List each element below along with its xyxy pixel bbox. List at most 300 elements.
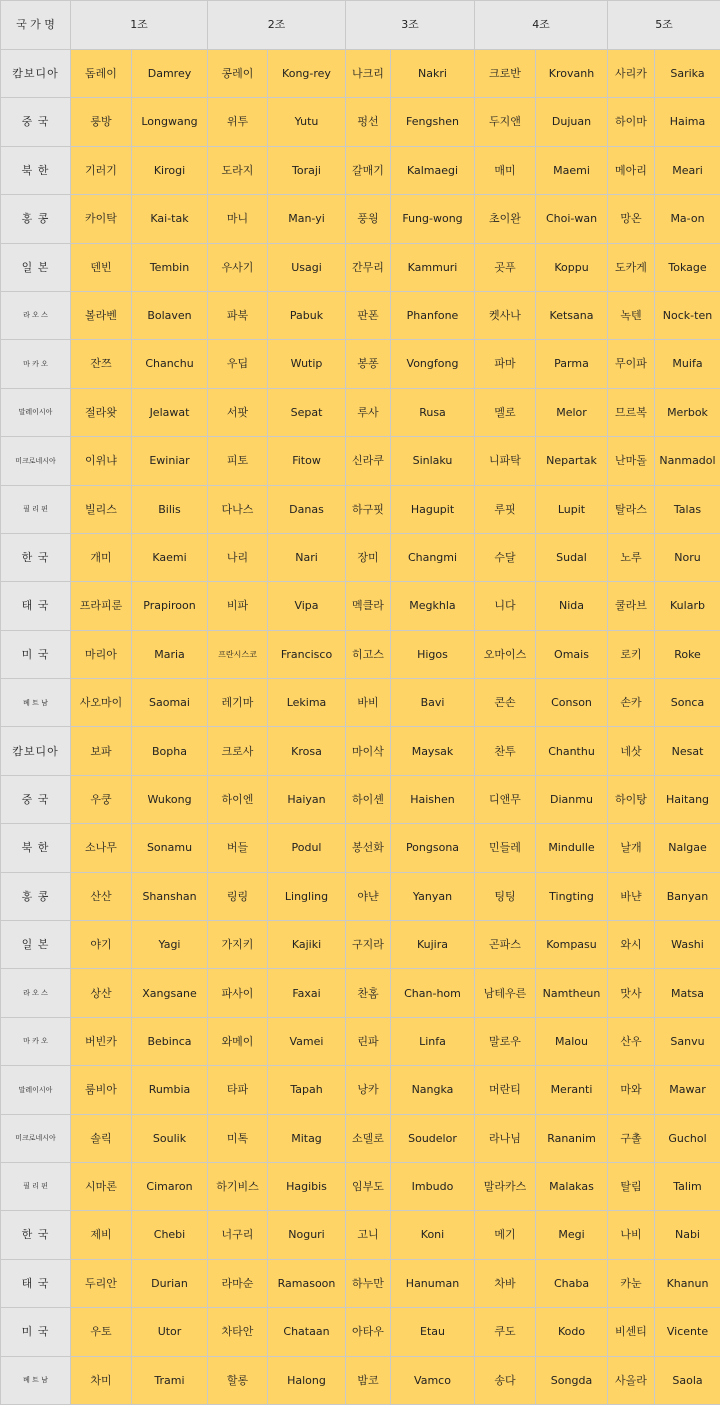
english-name-cell: Changmi bbox=[391, 533, 475, 581]
header-row bbox=[1, 1, 720, 50]
english-name-cell: Koppu bbox=[536, 243, 608, 291]
table-row bbox=[1, 775, 720, 823]
korean-name-cell: 마니 bbox=[208, 195, 268, 243]
korean-name-cell: 절라왓 bbox=[71, 388, 132, 436]
country-cell: 마 카 오 bbox=[1, 340, 71, 388]
korean-name-cell: 임부도 bbox=[346, 1162, 391, 1210]
english-name-cell: Ketsana bbox=[536, 291, 608, 339]
country-cell: 일 본 bbox=[1, 921, 71, 969]
table-row bbox=[1, 98, 720, 146]
korean-name-cell: 카이탁 bbox=[71, 195, 132, 243]
country-cell: 캄보디아 bbox=[1, 727, 71, 775]
english-name-cell: Imbudo bbox=[391, 1162, 475, 1210]
english-name-cell: Nida bbox=[536, 582, 608, 630]
korean-name-cell: 차바 bbox=[475, 1259, 536, 1307]
korean-name-cell: 도라지 bbox=[208, 146, 268, 194]
korean-name-cell: 버들 bbox=[208, 824, 268, 872]
korean-name-cell: 구촐 bbox=[608, 1114, 655, 1162]
table-row bbox=[1, 1211, 720, 1259]
korean-name-cell: 카눈 bbox=[608, 1259, 655, 1307]
english-name-cell: Longwang bbox=[132, 98, 208, 146]
english-name-cell: Kammuri bbox=[391, 243, 475, 291]
korean-name-cell: 이위냐 bbox=[71, 437, 132, 485]
english-name-cell: Nabi bbox=[655, 1211, 720, 1259]
korean-name-cell: 와시 bbox=[608, 921, 655, 969]
korean-name-cell: 말라카스 bbox=[475, 1162, 536, 1210]
korean-name-cell: 산산 bbox=[71, 872, 132, 920]
english-name-cell: Shanshan bbox=[132, 872, 208, 920]
english-name-cell: Chebi bbox=[132, 1211, 208, 1259]
korean-name-cell: 남테우른 bbox=[475, 969, 536, 1017]
english-name-cell: Trami bbox=[132, 1356, 208, 1404]
korean-name-cell: 하구핏 bbox=[346, 485, 391, 533]
korean-name-cell: 두지앤 bbox=[475, 98, 536, 146]
korean-name-cell: 찬홈 bbox=[346, 969, 391, 1017]
korean-name-cell: 멕클라 bbox=[346, 582, 391, 630]
korean-name-cell: 다나스 bbox=[208, 485, 268, 533]
english-name-cell: Kai-tak bbox=[132, 195, 208, 243]
english-name-cell: Chanthu bbox=[536, 727, 608, 775]
english-name-cell: Talim bbox=[655, 1162, 720, 1210]
english-name-cell: Podul bbox=[268, 824, 346, 872]
english-name-cell: Melor bbox=[536, 388, 608, 436]
korean-name-cell: 히고스 bbox=[346, 630, 391, 678]
english-name-cell: Faxai bbox=[268, 969, 346, 1017]
korean-name-cell: 파마 bbox=[475, 340, 536, 388]
english-name-cell: Nesat bbox=[655, 727, 720, 775]
table-row bbox=[1, 1114, 720, 1162]
korean-name-cell: 야냔 bbox=[346, 872, 391, 920]
korean-name-cell: 두리안 bbox=[71, 1259, 132, 1307]
korean-name-cell: 위투 bbox=[208, 98, 268, 146]
english-name-cell: Khanun bbox=[655, 1259, 720, 1307]
english-name-cell: Yanyan bbox=[391, 872, 475, 920]
korean-name-cell: 메기 bbox=[475, 1211, 536, 1259]
korean-name-cell: 마와 bbox=[608, 1066, 655, 1114]
english-name-cell: Maria bbox=[132, 630, 208, 678]
english-name-cell: Saola bbox=[655, 1356, 720, 1404]
country-cell: 홍 콩 bbox=[1, 872, 71, 920]
english-name-cell: Jelawat bbox=[132, 388, 208, 436]
table-row bbox=[1, 195, 720, 243]
korean-name-cell: 미톡 bbox=[208, 1114, 268, 1162]
korean-name-cell: 빌리스 bbox=[71, 485, 132, 533]
korean-name-cell: 고니 bbox=[346, 1211, 391, 1259]
korean-name-cell: 봉퐁 bbox=[346, 340, 391, 388]
english-name-cell: Fung-wong bbox=[391, 195, 475, 243]
korean-name-cell: 하이엔 bbox=[208, 775, 268, 823]
english-name-cell: Rananim bbox=[536, 1114, 608, 1162]
korean-name-cell: 풍웡 bbox=[346, 195, 391, 243]
korean-name-cell: 차미 bbox=[71, 1356, 132, 1404]
country-cell: 베 트 남 bbox=[1, 1356, 71, 1404]
english-name-cell: Merbok bbox=[655, 388, 720, 436]
english-name-cell: Durian bbox=[132, 1259, 208, 1307]
english-name-cell: Bavi bbox=[391, 679, 475, 727]
english-name-cell: Sarika bbox=[655, 50, 720, 98]
korean-name-cell: 나크리 bbox=[346, 50, 391, 98]
english-name-cell: Talas bbox=[655, 485, 720, 533]
korean-name-cell: 간무리 bbox=[346, 243, 391, 291]
korean-name-cell: 할롱 bbox=[208, 1356, 268, 1404]
english-name-cell: Bolaven bbox=[132, 291, 208, 339]
korean-name-cell: 팅팅 bbox=[475, 872, 536, 920]
english-name-cell: Etau bbox=[391, 1308, 475, 1356]
english-name-cell: Hanuman bbox=[391, 1259, 475, 1307]
english-name-cell: Kodo bbox=[536, 1308, 608, 1356]
korean-name-cell: 네삿 bbox=[608, 727, 655, 775]
country-cell: 미크로네시아 bbox=[1, 1114, 71, 1162]
table-row bbox=[1, 1259, 720, 1307]
english-name-cell: Kularb bbox=[655, 582, 720, 630]
korean-name-cell: 프란시스코 bbox=[208, 630, 268, 678]
korean-name-cell: 매미 bbox=[475, 146, 536, 194]
english-name-cell: Bopha bbox=[132, 727, 208, 775]
country-cell: 미 국 bbox=[1, 1308, 71, 1356]
english-name-cell: Nock-ten bbox=[655, 291, 720, 339]
english-name-cell: Cimaron bbox=[132, 1162, 208, 1210]
english-name-cell: Krovanh bbox=[536, 50, 608, 98]
table-row bbox=[1, 388, 720, 436]
table-row bbox=[1, 727, 720, 775]
english-name-cell: Haiyan bbox=[268, 775, 346, 823]
table-row bbox=[1, 243, 720, 291]
korean-name-cell: 하이마 bbox=[608, 98, 655, 146]
table-row bbox=[1, 679, 720, 727]
english-name-cell: Higos bbox=[391, 630, 475, 678]
country-cell: 태 국 bbox=[1, 582, 71, 630]
english-name-cell: Halong bbox=[268, 1356, 346, 1404]
table-row bbox=[1, 582, 720, 630]
english-name-cell: Kalmaegi bbox=[391, 146, 475, 194]
korean-name-cell: 곤파스 bbox=[475, 921, 536, 969]
country-cell: 미 국 bbox=[1, 630, 71, 678]
korean-name-cell: 도카게 bbox=[608, 243, 655, 291]
english-name-cell: Danas bbox=[268, 485, 346, 533]
english-name-cell: Pabuk bbox=[268, 291, 346, 339]
english-name-cell: Mitag bbox=[268, 1114, 346, 1162]
english-name-cell: Soulik bbox=[132, 1114, 208, 1162]
english-name-cell: Tokage bbox=[655, 243, 720, 291]
english-name-cell: Meari bbox=[655, 146, 720, 194]
table-row bbox=[1, 1356, 720, 1404]
english-name-cell: Vicente bbox=[655, 1308, 720, 1356]
english-name-cell: Hagupit bbox=[391, 485, 475, 533]
english-name-cell: Nepartak bbox=[536, 437, 608, 485]
korean-name-cell: 판폰 bbox=[346, 291, 391, 339]
korean-name-cell: 오마이스 bbox=[475, 630, 536, 678]
english-name-cell: Choi-wan bbox=[536, 195, 608, 243]
english-name-cell: Ewiniar bbox=[132, 437, 208, 485]
english-name-cell: Muifa bbox=[655, 340, 720, 388]
korean-name-cell: 볼라벤 bbox=[71, 291, 132, 339]
english-name-cell: Nangka bbox=[391, 1066, 475, 1114]
korean-name-cell: 송다 bbox=[475, 1356, 536, 1404]
english-name-cell: Haitang bbox=[655, 775, 720, 823]
korean-name-cell: 야기 bbox=[71, 921, 132, 969]
korean-name-cell: 니파탁 bbox=[475, 437, 536, 485]
english-name-cell: Yutu bbox=[268, 98, 346, 146]
english-name-cell: Nakri bbox=[391, 50, 475, 98]
country-cell: 한 국 bbox=[1, 1211, 71, 1259]
english-name-cell: Xangsane bbox=[132, 969, 208, 1017]
english-name-cell: Vamei bbox=[268, 1017, 346, 1065]
korean-name-cell: 머란티 bbox=[475, 1066, 536, 1114]
korean-name-cell: 바냔 bbox=[608, 872, 655, 920]
korean-name-cell: 메아리 bbox=[608, 146, 655, 194]
english-name-cell: Chanchu bbox=[132, 340, 208, 388]
korean-name-cell: 우토 bbox=[71, 1308, 132, 1356]
english-name-cell: Mindulle bbox=[536, 824, 608, 872]
table-body bbox=[1, 50, 720, 1405]
table-row bbox=[1, 1066, 720, 1114]
korean-name-cell: 소델로 bbox=[346, 1114, 391, 1162]
table-row bbox=[1, 1162, 720, 1210]
korean-name-cell: 프라피룬 bbox=[71, 582, 132, 630]
korean-name-cell: 루핏 bbox=[475, 485, 536, 533]
english-name-cell: Malakas bbox=[536, 1162, 608, 1210]
english-name-cell: Banyan bbox=[655, 872, 720, 920]
korean-name-cell: 갈매기 bbox=[346, 146, 391, 194]
english-name-cell: Fitow bbox=[268, 437, 346, 485]
korean-name-cell: 크로반 bbox=[475, 50, 536, 98]
korean-name-cell: 펑선 bbox=[346, 98, 391, 146]
korean-name-cell: 가지키 bbox=[208, 921, 268, 969]
english-name-cell: Dujuan bbox=[536, 98, 608, 146]
english-name-cell: Kajiki bbox=[268, 921, 346, 969]
english-name-cell: Saomai bbox=[132, 679, 208, 727]
english-name-cell: Guchol bbox=[655, 1114, 720, 1162]
korean-name-cell: 린파 bbox=[346, 1017, 391, 1065]
korean-name-cell: 므르복 bbox=[608, 388, 655, 436]
english-name-cell: Lekima bbox=[268, 679, 346, 727]
table-row bbox=[1, 340, 720, 388]
table-row bbox=[1, 533, 720, 581]
country-cell: 태 국 bbox=[1, 1259, 71, 1307]
country-cell: 캄보디아 bbox=[1, 50, 71, 98]
korean-name-cell: 마이삭 bbox=[346, 727, 391, 775]
korean-name-cell: 니다 bbox=[475, 582, 536, 630]
english-name-cell: Chaba bbox=[536, 1259, 608, 1307]
korean-name-cell: 비센티 bbox=[608, 1308, 655, 1356]
korean-name-cell: 곳푸 bbox=[475, 243, 536, 291]
country-cell: 중 국 bbox=[1, 98, 71, 146]
english-name-cell: Kirogi bbox=[132, 146, 208, 194]
english-name-cell: Tembin bbox=[132, 243, 208, 291]
korean-name-cell: 서팟 bbox=[208, 388, 268, 436]
english-name-cell: Rusa bbox=[391, 388, 475, 436]
korean-name-cell: 루사 bbox=[346, 388, 391, 436]
korean-name-cell: 바비 bbox=[346, 679, 391, 727]
english-name-cell: Francisco bbox=[268, 630, 346, 678]
korean-name-cell: 나리 bbox=[208, 533, 268, 581]
korean-name-cell: 탈라스 bbox=[608, 485, 655, 533]
korean-name-cell: 쿨라브 bbox=[608, 582, 655, 630]
english-name-cell: Haima bbox=[655, 98, 720, 146]
english-name-cell: Haishen bbox=[391, 775, 475, 823]
table-row bbox=[1, 437, 720, 485]
korean-name-cell: 하이탕 bbox=[608, 775, 655, 823]
english-name-cell: Chataan bbox=[268, 1308, 346, 1356]
korean-name-cell: 쿠도 bbox=[475, 1308, 536, 1356]
table-row bbox=[1, 50, 720, 98]
english-name-cell: Dianmu bbox=[536, 775, 608, 823]
english-name-cell: Megi bbox=[536, 1211, 608, 1259]
korean-name-cell: 날개 bbox=[608, 824, 655, 872]
korean-name-cell: 덴빈 bbox=[71, 243, 132, 291]
korean-name-cell: 찬투 bbox=[475, 727, 536, 775]
korean-name-cell: 비파 bbox=[208, 582, 268, 630]
korean-name-cell: 콘손 bbox=[475, 679, 536, 727]
country-cell: 북 한 bbox=[1, 146, 71, 194]
korean-name-cell: 무이파 bbox=[608, 340, 655, 388]
group-header: 1조 bbox=[71, 1, 208, 50]
korean-name-cell: 파사이 bbox=[208, 969, 268, 1017]
korean-name-cell: 낭카 bbox=[346, 1066, 391, 1114]
country-cell: 마 카 오 bbox=[1, 1017, 71, 1065]
korean-name-cell: 마리아 bbox=[71, 630, 132, 678]
english-name-cell: Linfa bbox=[391, 1017, 475, 1065]
english-name-cell: Vamco bbox=[391, 1356, 475, 1404]
korean-name-cell: 민들레 bbox=[475, 824, 536, 872]
english-name-cell: Kujira bbox=[391, 921, 475, 969]
english-name-cell: Pongsona bbox=[391, 824, 475, 872]
table-row bbox=[1, 485, 720, 533]
korean-name-cell: 산우 bbox=[608, 1017, 655, 1065]
table-row bbox=[1, 630, 720, 678]
country-cell: 한 국 bbox=[1, 533, 71, 581]
english-name-cell: Sanvu bbox=[655, 1017, 720, 1065]
korean-name-cell: 차타안 bbox=[208, 1308, 268, 1356]
english-name-cell: Chan-hom bbox=[391, 969, 475, 1017]
korean-name-cell: 보파 bbox=[71, 727, 132, 775]
korean-name-cell: 하누만 bbox=[346, 1259, 391, 1307]
korean-name-cell: 기러기 bbox=[71, 146, 132, 194]
korean-name-cell: 수달 bbox=[475, 533, 536, 581]
english-name-cell: Wukong bbox=[132, 775, 208, 823]
english-name-cell: Kaemi bbox=[132, 533, 208, 581]
english-name-cell: Sudal bbox=[536, 533, 608, 581]
country-cell: 라 오 스 bbox=[1, 969, 71, 1017]
english-name-cell: Fengshen bbox=[391, 98, 475, 146]
country-cell: 필 리 핀 bbox=[1, 1162, 71, 1210]
table-row bbox=[1, 872, 720, 920]
korean-name-cell: 크로사 bbox=[208, 727, 268, 775]
country-cell: 말레이시아 bbox=[1, 388, 71, 436]
country-cell: 라 오 스 bbox=[1, 291, 71, 339]
korean-name-cell: 파북 bbox=[208, 291, 268, 339]
korean-name-cell: 돔레이 bbox=[71, 50, 132, 98]
korean-name-cell: 콩레이 bbox=[208, 50, 268, 98]
korean-name-cell: 말로우 bbox=[475, 1017, 536, 1065]
english-name-cell: Maemi bbox=[536, 146, 608, 194]
korean-name-cell: 와메이 bbox=[208, 1017, 268, 1065]
korean-name-cell: 신라쿠 bbox=[346, 437, 391, 485]
english-name-cell: Krosa bbox=[268, 727, 346, 775]
korean-name-cell: 노루 bbox=[608, 533, 655, 581]
english-name-cell: Soudelor bbox=[391, 1114, 475, 1162]
korean-name-cell: 디앤무 bbox=[475, 775, 536, 823]
table-row bbox=[1, 146, 720, 194]
english-name-cell: Noru bbox=[655, 533, 720, 581]
korean-name-cell: 우사기 bbox=[208, 243, 268, 291]
korean-name-cell: 하기비스 bbox=[208, 1162, 268, 1210]
english-name-cell: Yagi bbox=[132, 921, 208, 969]
english-name-cell: Prapiroon bbox=[132, 582, 208, 630]
english-name-cell: Megkhla bbox=[391, 582, 475, 630]
korean-name-cell: 타파 bbox=[208, 1066, 268, 1114]
korean-name-cell: 멜로 bbox=[475, 388, 536, 436]
korean-name-cell: 상산 bbox=[71, 969, 132, 1017]
english-name-cell: Kong-rey bbox=[268, 50, 346, 98]
english-name-cell: Roke bbox=[655, 630, 720, 678]
korean-name-cell: 링링 bbox=[208, 872, 268, 920]
english-name-cell: Tingting bbox=[536, 872, 608, 920]
table-row bbox=[1, 1017, 720, 1065]
country-cell: 베 트 남 bbox=[1, 679, 71, 727]
english-name-cell: Nanmadol bbox=[655, 437, 720, 485]
country-cell: 말레이시아 bbox=[1, 1066, 71, 1114]
korean-name-cell: 개미 bbox=[71, 533, 132, 581]
country-cell: 중 국 bbox=[1, 775, 71, 823]
country-header: 국 가 명 bbox=[1, 1, 71, 50]
korean-name-cell: 망온 bbox=[608, 195, 655, 243]
korean-name-cell: 하이셴 bbox=[346, 775, 391, 823]
english-name-cell: Kompasu bbox=[536, 921, 608, 969]
english-name-cell: Maysak bbox=[391, 727, 475, 775]
english-name-cell: Malou bbox=[536, 1017, 608, 1065]
korean-name-cell: 손카 bbox=[608, 679, 655, 727]
korean-name-cell: 로키 bbox=[608, 630, 655, 678]
english-name-cell: Utor bbox=[132, 1308, 208, 1356]
country-cell: 북 한 bbox=[1, 824, 71, 872]
korean-name-cell: 제비 bbox=[71, 1211, 132, 1259]
korean-name-cell: 솔릭 bbox=[71, 1114, 132, 1162]
english-name-cell: Ramasoon bbox=[268, 1259, 346, 1307]
english-name-cell: Mawar bbox=[655, 1066, 720, 1114]
english-name-cell: Noguri bbox=[268, 1211, 346, 1259]
english-name-cell: Koni bbox=[391, 1211, 475, 1259]
table-row bbox=[1, 291, 720, 339]
korean-name-cell: 라나님 bbox=[475, 1114, 536, 1162]
english-name-cell: Ma-on bbox=[655, 195, 720, 243]
korean-name-cell: 룸비아 bbox=[71, 1066, 132, 1114]
korean-name-cell: 우쿵 bbox=[71, 775, 132, 823]
korean-name-cell: 사오마이 bbox=[71, 679, 132, 727]
english-name-cell: Songda bbox=[536, 1356, 608, 1404]
group-header: 4조 bbox=[475, 1, 608, 50]
table-row bbox=[1, 824, 720, 872]
korean-name-cell: 탈림 bbox=[608, 1162, 655, 1210]
korean-name-cell: 너구리 bbox=[208, 1211, 268, 1259]
english-name-cell: Parma bbox=[536, 340, 608, 388]
english-name-cell: Meranti bbox=[536, 1066, 608, 1114]
korean-name-cell: 난마돌 bbox=[608, 437, 655, 485]
korean-name-cell: 룽방 bbox=[71, 98, 132, 146]
korean-name-cell: 녹텐 bbox=[608, 291, 655, 339]
korean-name-cell: 잔쯔 bbox=[71, 340, 132, 388]
group-header: 3조 bbox=[346, 1, 475, 50]
english-name-cell: Lupit bbox=[536, 485, 608, 533]
group-header: 5조 bbox=[608, 1, 720, 50]
english-name-cell: Nari bbox=[268, 533, 346, 581]
group-header: 2조 bbox=[208, 1, 346, 50]
english-name-cell: Bilis bbox=[132, 485, 208, 533]
english-name-cell: Nalgae bbox=[655, 824, 720, 872]
english-name-cell: Vongfong bbox=[391, 340, 475, 388]
korean-name-cell: 시마론 bbox=[71, 1162, 132, 1210]
country-cell: 미크로네시아 bbox=[1, 437, 71, 485]
